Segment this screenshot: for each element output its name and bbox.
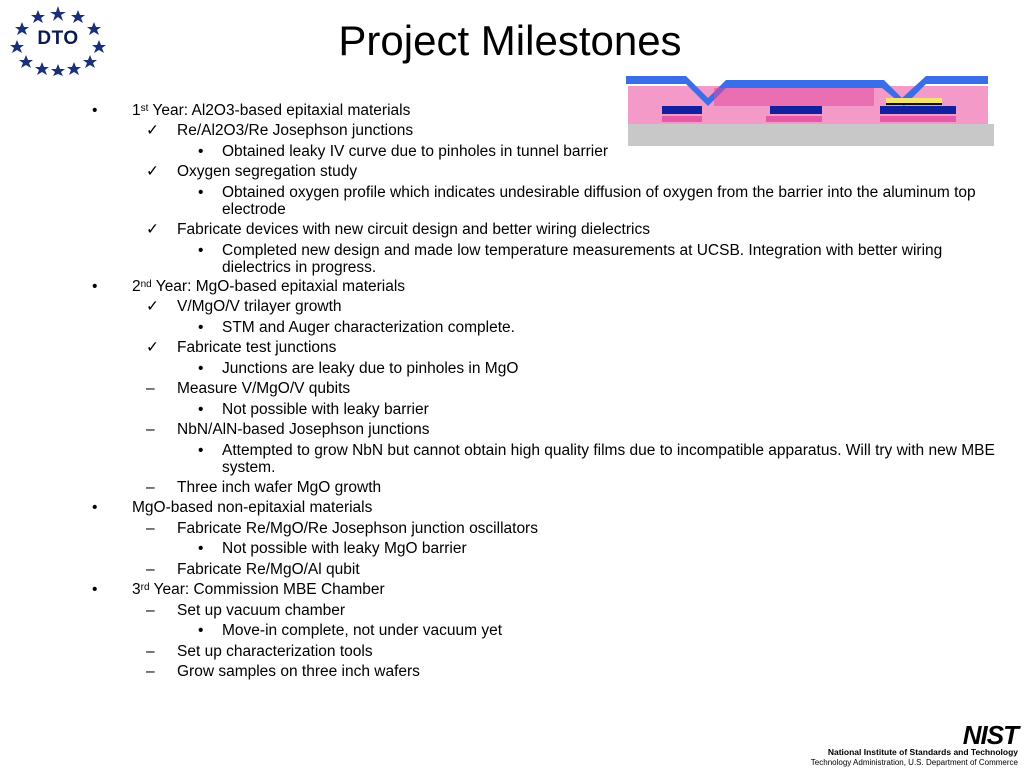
outline-item-text (222, 442, 1002, 476)
dash-bullet: – (146, 520, 155, 537)
outline-item-text (177, 643, 1007, 660)
check-icon: ✓ (146, 339, 159, 356)
outline-item-text (222, 143, 1002, 160)
outline-item-text (132, 581, 1012, 598)
outline-item-label: Oxygen segregation study (177, 163, 358, 180)
outline-item-label: Year: MgO-based epitaxial materials (151, 278, 406, 295)
bullet: • (198, 442, 204, 459)
ordinal-suffix: nd (140, 279, 152, 290)
bullet: • (92, 499, 98, 516)
dash-bullet: – (146, 479, 155, 496)
outline-item-label: Fabricate Re/MgO/Re Josephson junction oscillators (177, 520, 538, 537)
dash-bullet: – (146, 380, 155, 397)
slide-title: Project Milestones (338, 17, 682, 64)
outline-item-text (222, 401, 1002, 418)
dash-bullet: – (146, 421, 155, 438)
outline-item-label: NbN/AlN-based Josephson junctions (177, 421, 430, 438)
outline-item-text (177, 602, 1007, 619)
dash-bullet: – (146, 663, 155, 680)
nist-org-sub: Technology Administration, U.S. Department of Commerce (810, 758, 1018, 767)
outline-item-text (177, 122, 1007, 139)
outline-item-text (177, 663, 1007, 680)
outline-item-label: Fabricate Re/MgO/Al qubit (177, 561, 360, 578)
outline-item-label: Grow samples on three inch wafers (177, 663, 420, 680)
outline-item-label: Not possible with leaky barrier (222, 401, 429, 418)
bullet: • (92, 102, 98, 119)
outline-item-text (177, 221, 1007, 238)
bullet: • (92, 581, 98, 598)
outline-item-text (177, 339, 1007, 356)
bullet: • (198, 319, 204, 336)
outline-item-text (222, 242, 1002, 276)
outline-item-label: Obtained leaky IV curve due to pinholes in tunnel barrier (222, 143, 609, 160)
ordinal-suffix: rd (140, 582, 150, 593)
bullet: • (198, 360, 204, 377)
outline-item-label: V/MgO/V trilayer growth (177, 298, 342, 315)
outline-item-label: Three inch wafer MgO growth (177, 479, 382, 496)
year-number: 1 (132, 102, 141, 119)
dash-bullet: – (146, 643, 155, 660)
ordinal-suffix: st (140, 103, 149, 114)
nist-org-name: National Institute of Standards and Technology (827, 747, 1018, 757)
outline-item-label: Year: Al2O3-based epitaxial materials (148, 102, 411, 119)
outline-item-text (222, 360, 1002, 377)
dash-bullet: – (146, 561, 155, 578)
check-icon: ✓ (146, 221, 159, 238)
outline-item-label: Fabricate test junctions (177, 339, 337, 356)
nist-footer (810, 720, 1020, 766)
outline-item-text (222, 319, 1002, 336)
check-icon: ✓ (146, 122, 159, 139)
year-number: 3 (132, 581, 141, 598)
dash-bullet: – (146, 602, 155, 619)
outline-item-text (177, 298, 1007, 315)
outline-item-text (177, 561, 1007, 578)
outline-item-label: Obtained oxygen profile which indicates undesirable diffusion of oxygen from the barrier into the aluminum top electrode (222, 184, 976, 218)
outline-item-text (177, 380, 1007, 397)
outline-item-label: Junctions are leaky due to pinholes in MgO (222, 360, 519, 377)
outline-item-label: MgO-based non-epitaxial materials (132, 499, 373, 516)
bullet: • (198, 401, 204, 418)
bullet: • (198, 242, 204, 259)
outline-item-text (132, 278, 1012, 295)
outline-item-text (177, 479, 1007, 496)
outline-item-label: Fabricate devices with new circuit design and better wiring dielectrics (177, 221, 650, 238)
outline-item-label: Re/Al2O3/Re Josephson junctions (177, 122, 414, 139)
bullet: • (198, 622, 204, 639)
outline-item-label: Year: Commission MBE Chamber (149, 581, 385, 598)
year-number: 2 (132, 278, 141, 295)
outline-item-label: Move-in complete, not under vacuum yet (222, 622, 502, 639)
outline-item-text (132, 102, 1012, 119)
outline-item-text (222, 184, 1002, 218)
check-icon: ✓ (146, 298, 159, 315)
outline-item-text (222, 540, 1002, 557)
logo-text: DTO (37, 28, 79, 49)
check-icon: ✓ (146, 163, 159, 180)
outline-item-label: Attempted to grow NbN but cannot obtain high quality films due to incompatible apparatus. Will try with new MBE system. (222, 442, 995, 476)
outline-item-label: Measure V/MgO/V qubits (177, 380, 351, 397)
bullet: • (92, 278, 98, 295)
outline-item-label: Not possible with leaky MgO barrier (222, 540, 467, 557)
nist-logo: NIST (962, 720, 1018, 750)
outline-item-label: Set up vacuum chamber (177, 602, 346, 619)
outline-item-label: STM and Auger characterization complete. (222, 319, 515, 336)
outline-item-text (132, 499, 1012, 516)
outline-item-text (177, 421, 1007, 438)
bullet: • (198, 143, 204, 160)
outline-item-text (177, 520, 1007, 537)
bullet: • (198, 184, 204, 201)
outline-item-label: Set up characterization tools (177, 643, 373, 660)
bullet: • (198, 540, 204, 557)
outline-item-text (222, 622, 1002, 639)
outline-item-text (177, 163, 1007, 180)
outline-item-label: Completed new design and made low temperature measurements at UCSB. Integration with better wiring dielectrics in progress. (222, 242, 943, 276)
